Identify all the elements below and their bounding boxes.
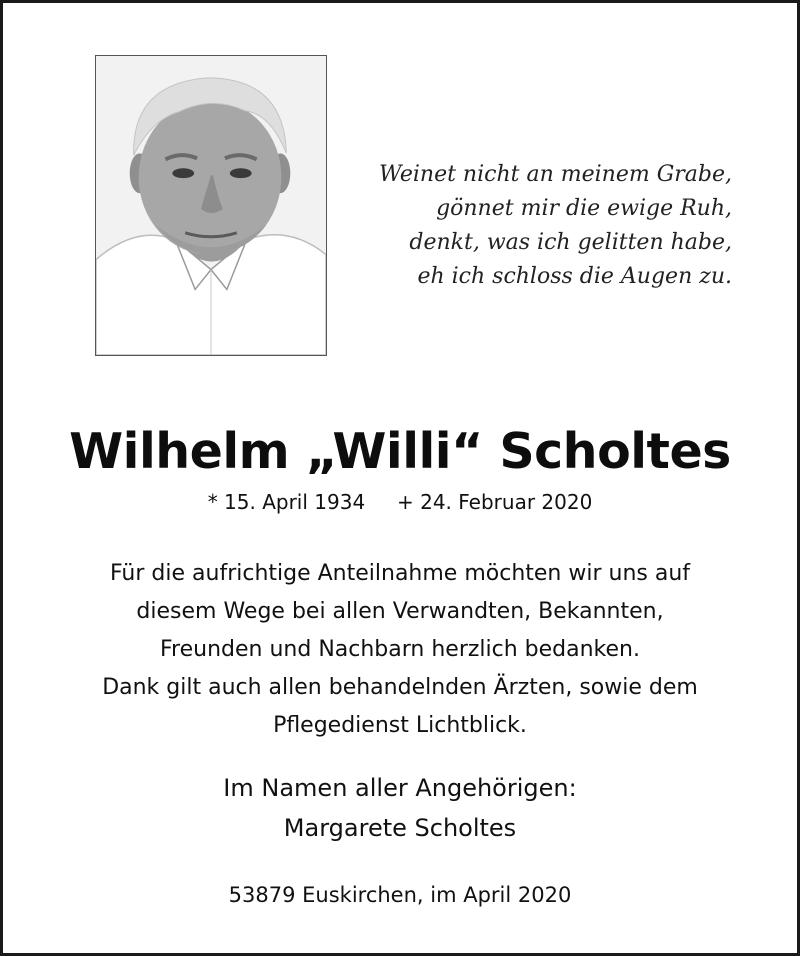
thanks-line: Pflegedienst Lichtblick. bbox=[273, 713, 527, 738]
poem bbox=[340, 158, 732, 294]
portrait-photo bbox=[95, 55, 327, 356]
signature-block bbox=[0, 768, 800, 848]
thanks-line: Freunden und Nachbarn herzlich bedanken. bbox=[160, 637, 640, 662]
poem-line: eh ich schloss die Augen zu. bbox=[417, 264, 732, 289]
life-dates bbox=[0, 487, 800, 517]
deceased-name: Wilhelm „Willi“ Scholtes bbox=[69, 423, 731, 480]
poem-line: Weinet nicht an meinem Grabe, bbox=[379, 162, 732, 187]
thanks-line: Dank gilt auch allen behandelnden Ärzten, sowie dem bbox=[102, 675, 698, 700]
thanks-text bbox=[0, 555, 800, 745]
poem-line: denkt, was ich gelitten habe, bbox=[409, 230, 732, 255]
poem-line: gönnet mir die ewige Ruh, bbox=[436, 196, 732, 221]
thanks-line: diesem Wege bei allen Verwandten, Bekannten, bbox=[136, 599, 664, 624]
thanks-line: Für die aufrichtige Anteilnahme möchten wir uns auf bbox=[109, 561, 691, 586]
signature-name: Margarete Scholtes bbox=[283, 814, 517, 842]
death-date: + 24. Februar 2020 bbox=[396, 490, 593, 514]
place-date: 53879 Euskirchen, im April 2020 bbox=[228, 883, 572, 907]
birth-date: * 15. April 1934 bbox=[207, 490, 366, 514]
signature-intro: Im Namen aller Angehörigen: bbox=[223, 774, 577, 802]
